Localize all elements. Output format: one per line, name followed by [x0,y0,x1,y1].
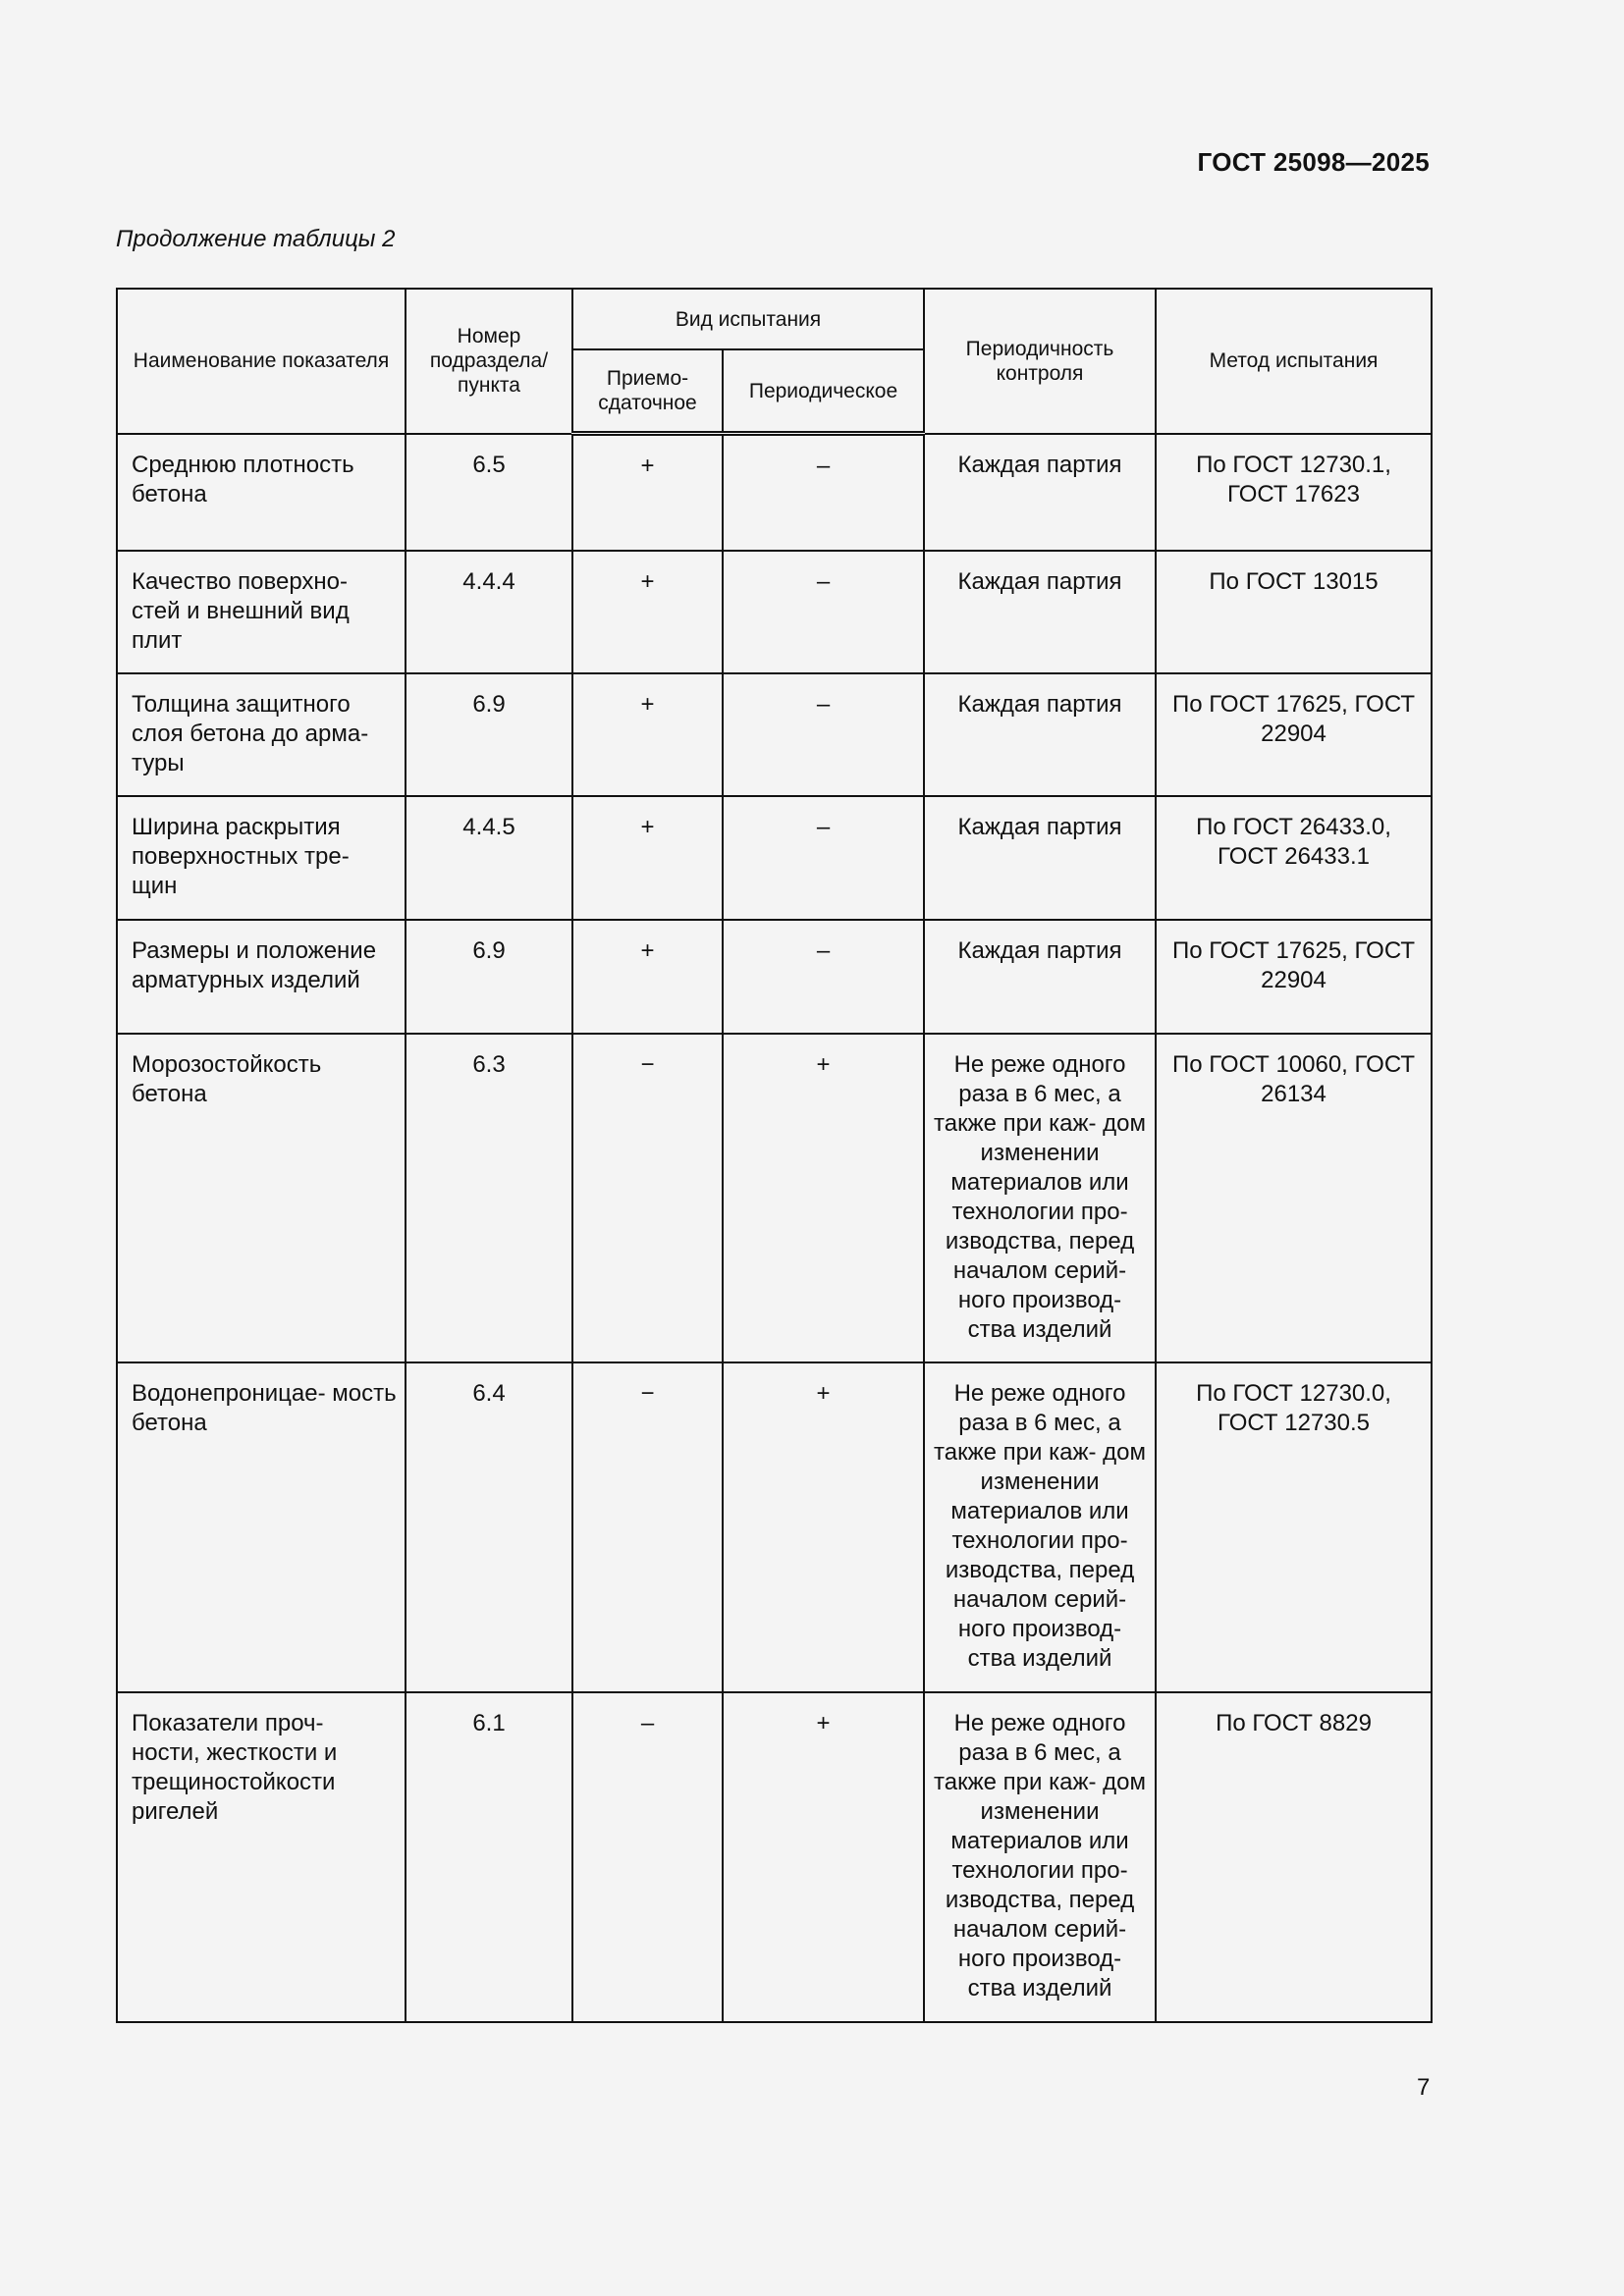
cell-acceptance: − [572,1034,723,1362]
cell-name: Размеры и положение арматурных изделий [117,920,406,1034]
cell-frequency: Каждая партия [924,673,1156,796]
header-name: Наименование показателя [117,289,406,434]
cell-name: Качество поверхно- стей и внешний вид плит [117,551,406,673]
cell-section: 4.4.5 [406,796,572,920]
cell-section: 6.9 [406,920,572,1034]
cell-method: По ГОСТ 26433.0, ГОСТ 26433.1 [1156,796,1432,920]
cell-frequency: Каждая партия [924,796,1156,920]
cell-acceptance: + [572,920,723,1034]
cell-periodic: + [723,1692,924,2022]
cell-periodic: – [723,434,924,551]
cell-name: Среднюю плотность бетона [117,434,406,551]
cell-method: По ГОСТ 12730.0, ГОСТ 12730.5 [1156,1362,1432,1692]
cell-periodic: + [723,1362,924,1692]
header-section: Номер подраздела/ пункта [406,289,572,434]
cell-periodic: – [723,551,924,673]
table-row [117,796,1432,920]
cell-name: Водонепроницае- мость бетона [117,1362,406,1692]
header-periodic: Периодическое [723,349,924,434]
cell-acceptance: + [572,551,723,673]
table-row [117,434,1432,551]
cell-name: Морозостойкость бетона [117,1034,406,1362]
cell-method: По ГОСТ 8829 [1156,1692,1432,2022]
table-row [117,551,1432,673]
cell-section: 6.1 [406,1692,572,2022]
cell-acceptance: + [572,796,723,920]
cell-method: По ГОСТ 10060, ГОСТ 26134 [1156,1034,1432,1362]
cell-frequency: Каждая партия [924,434,1156,551]
cell-frequency: Не реже одного раза в 6 мес, а также при каж- дом изменении материалов или технологии про- изводства, перед началом серий- ного производ- ства изделий [924,1362,1156,1692]
header-acceptance: Приемо- сдаточное [572,349,723,434]
cell-section: 4.4.4 [406,551,572,673]
requirements-table [116,288,1433,2023]
cell-name: Ширина раскрытия поверхностных тре- щин [117,796,406,920]
cell-frequency: Не реже одного раза в 6 мес, а также при каж- дом изменении материалов или технологии про- изводства, перед началом серий- ного производ- ства изделий [924,1034,1156,1362]
cell-section: 6.3 [406,1034,572,1362]
page-number: 7 [1417,2074,1431,2101]
cell-method: По ГОСТ 17625, ГОСТ 22904 [1156,673,1432,796]
cell-section: 6.5 [406,434,572,551]
table-row [117,1034,1432,1362]
table-caption: Продолжение таблицы 2 [116,226,396,252]
cell-frequency: Каждая партия [924,920,1156,1034]
cell-name: Показатели проч- ности, жесткости и трещиностойкости ригелей [117,1692,406,2022]
header-test-type: Вид испытания [572,289,924,349]
header-frequency: Периодичность контроля [924,289,1156,434]
cell-method: По ГОСТ 17625, ГОСТ 22904 [1156,920,1432,1034]
header-method: Метод испытания [1156,289,1432,434]
table-row [117,1362,1432,1692]
cell-acceptance: – [572,1692,723,2022]
cell-periodic: + [723,1034,924,1362]
cell-name: Толщина защитного слоя бетона до арма- туры [117,673,406,796]
cell-frequency: Не реже одного раза в 6 мес, а также при каж- дом изменении материалов или технологии про- изводства, перед началом серий- ного производ- ства изделий [924,1692,1156,2022]
cell-frequency: Каждая партия [924,551,1156,673]
table-row [117,673,1432,796]
table-row [117,1692,1432,2022]
cell-acceptance: − [572,1362,723,1692]
cell-acceptance: + [572,434,723,551]
cell-method: По ГОСТ 13015 [1156,551,1432,673]
cell-periodic: – [723,920,924,1034]
cell-periodic: – [723,796,924,920]
cell-section: 6.4 [406,1362,572,1692]
table-row [117,920,1432,1034]
document-id: ГОСТ 25098—2025 [1197,147,1430,177]
cell-periodic: – [723,673,924,796]
cell-acceptance: + [572,673,723,796]
cell-method: По ГОСТ 12730.1, ГОСТ 17623 [1156,434,1432,551]
cell-section: 6.9 [406,673,572,796]
